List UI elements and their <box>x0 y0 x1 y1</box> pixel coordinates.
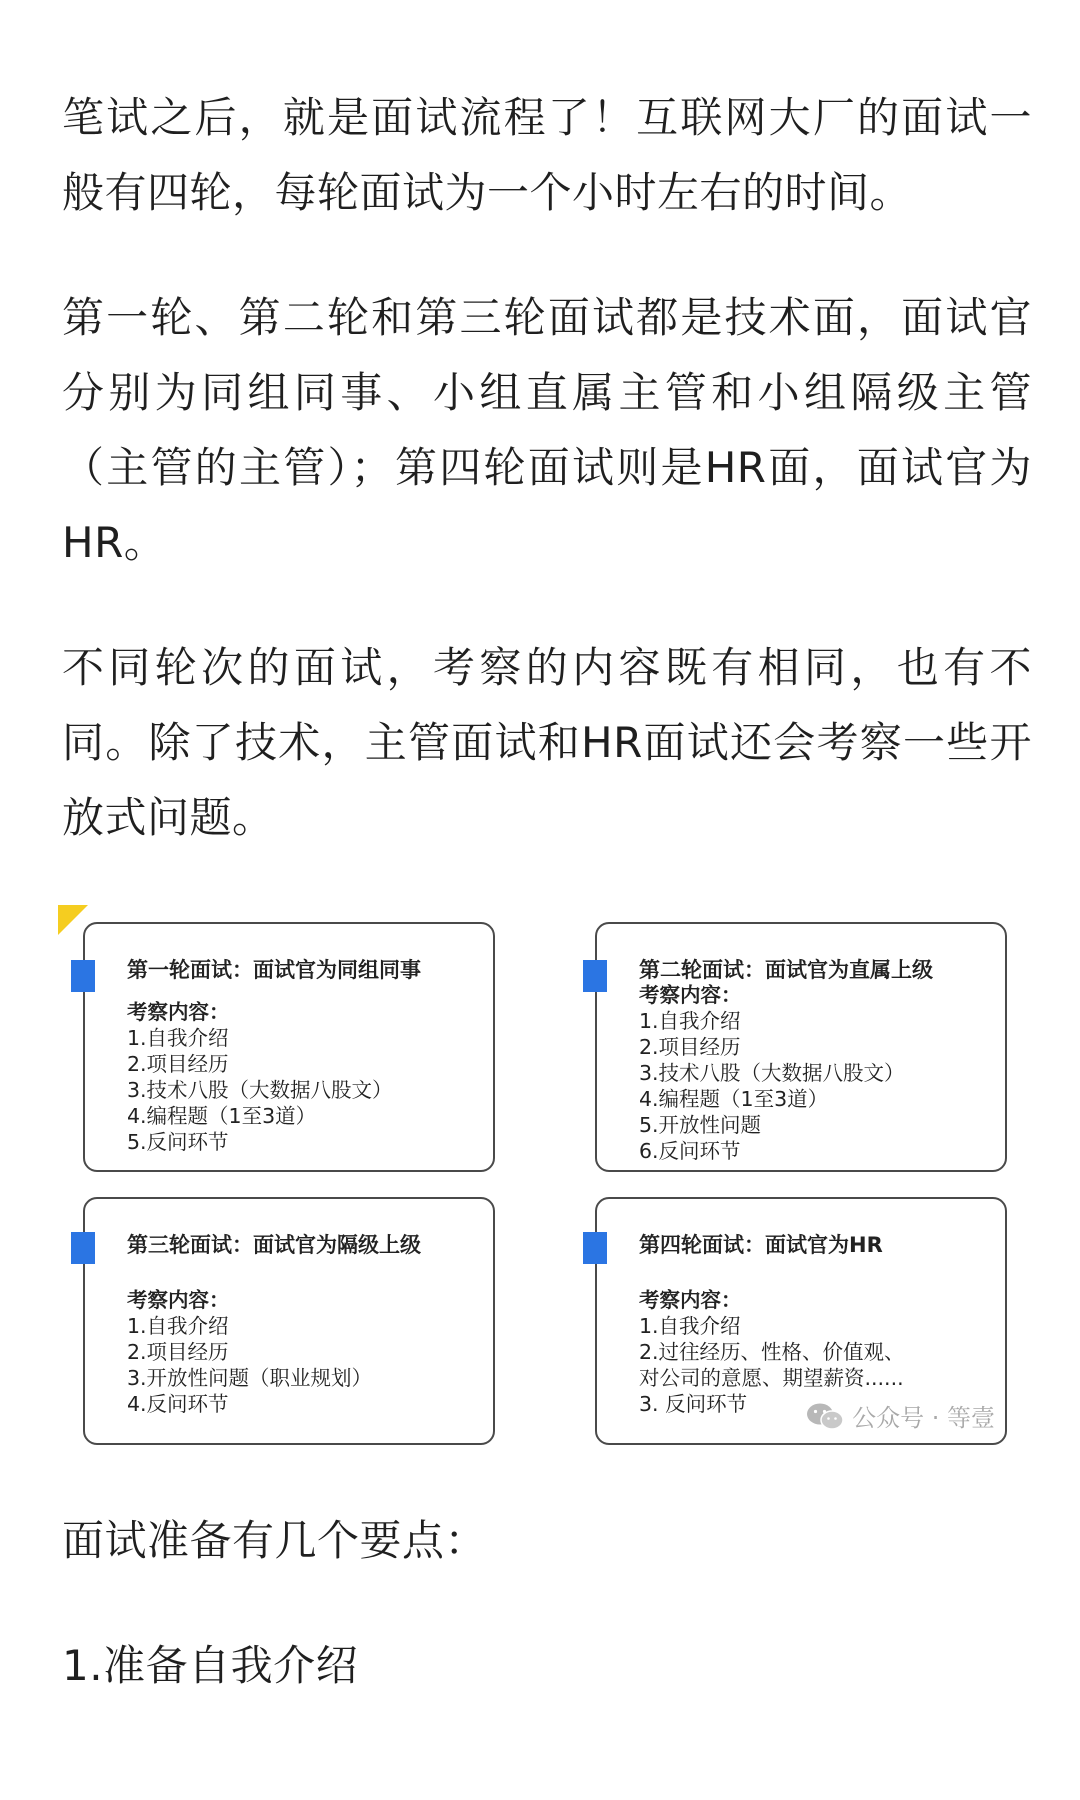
card-list-item: 2.项目经历 <box>127 1052 229 1076</box>
card-list-item: 3.技术八股（大数据八股文） <box>127 1078 393 1102</box>
round-card-3 <box>83 1197 495 1445</box>
card-list-item: 4.反问环节 <box>127 1392 229 1416</box>
card-body <box>639 982 905 1164</box>
paragraph-self-intro: 1.准备自我介绍 <box>62 1641 359 1690</box>
card-list-item: 4.编程题（1至3道） <box>639 1087 829 1111</box>
card-list-item: 1.自我介绍 <box>639 1314 741 1338</box>
card-subhead: 考察内容： <box>639 1288 742 1312</box>
card-title: 第二轮面试：面试官为直属上级 <box>639 958 933 982</box>
card-list-item: 4.编程题（1至3道） <box>127 1104 317 1128</box>
round-card-2 <box>595 922 1007 1172</box>
watermark-text: 公众号 · 等壹 <box>852 1404 995 1432</box>
card-body <box>127 999 393 1155</box>
card-list-item: 1.自我介绍 <box>127 1026 229 1050</box>
card-list-item: 对公司的意愿、期望薪资...... <box>639 1366 904 1390</box>
card-list-item: 2.过往经历、性格、价值观、 <box>639 1340 905 1364</box>
card-list-item: 1.自我介绍 <box>639 1009 741 1033</box>
card-marker-icon <box>583 960 607 992</box>
card-list-item: 2.项目经历 <box>639 1035 741 1059</box>
card-subhead: 考察内容： <box>127 1000 230 1024</box>
card-marker-icon <box>71 1232 95 1264</box>
wechat-icon <box>806 1402 844 1430</box>
card-list-item: 3.开放性问题（职业规划） <box>127 1366 373 1390</box>
paragraph-interview-rounds: 第一轮、第二轮和第三轮面试都是技术面，面试官分别为同组同事、小组直属主管和小组隔级主管（主管的主管）；第四轮面试则是HR面，面试官为HR。 <box>62 293 1032 567</box>
round-card-1 <box>83 922 495 1172</box>
card-marker-icon <box>71 960 95 992</box>
card-title: 第一轮面试：面试官为同组同事 <box>127 958 421 982</box>
card-subhead: 考察内容： <box>639 983 742 1007</box>
interview-rounds-figure <box>55 905 1015 1440</box>
card-list-item: 5.反问环节 <box>127 1130 229 1154</box>
card-subhead: 考察内容： <box>127 1288 230 1312</box>
card-title: 第三轮面试：面试官为隔级上级 <box>127 1233 421 1257</box>
card-marker-icon <box>583 1232 607 1264</box>
card-list-item: 6.反问环节 <box>639 1139 741 1163</box>
card-list-item: 5.开放性问题 <box>639 1113 762 1137</box>
card-list-item: 2.项目经历 <box>127 1340 229 1364</box>
card-list-item: 3. 反问环节 <box>639 1392 748 1416</box>
paragraph-prep-points: 面试准备有几个要点： <box>62 1516 488 1565</box>
paragraph-interview-intro: 笔试之后，就是面试流程了！互联网大厂的面试一般有四轮，每轮面试为一个小时左右的时间。 <box>62 93 1032 217</box>
card-title: 第四轮面试：面试官为HR <box>639 1233 883 1257</box>
paragraph-interview-content: 不同轮次的面试，考察的内容既有相同，也有不同。除了技术，主管面试和HR面试还会考察一些开放式问题。 <box>62 643 1032 842</box>
card-body <box>127 1287 372 1417</box>
round-card-4 <box>595 1197 1007 1445</box>
card-list-item: 1.自我介绍 <box>127 1314 229 1338</box>
card-list-item: 3.技术八股（大数据八股文） <box>639 1061 905 1085</box>
watermark <box>806 1398 995 1433</box>
